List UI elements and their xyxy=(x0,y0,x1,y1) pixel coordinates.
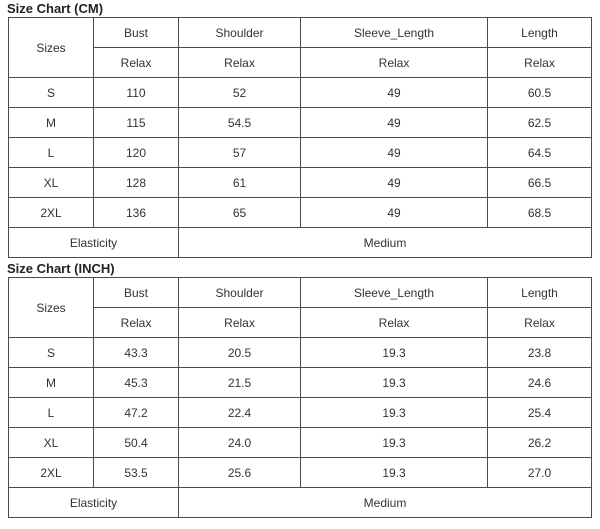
value-cell: 49 xyxy=(301,138,488,168)
elasticity-value: Medium xyxy=(179,228,592,258)
elasticity-row xyxy=(9,488,592,518)
value-cell: 49 xyxy=(301,78,488,108)
fit-cell: Relax xyxy=(179,308,301,338)
value-cell: 49 xyxy=(301,168,488,198)
elasticity-value: Medium xyxy=(179,488,592,518)
size-cell: L xyxy=(9,138,94,168)
value-cell: 65 xyxy=(179,198,301,228)
size-cell: S xyxy=(9,78,94,108)
value-cell: 61 xyxy=(179,168,301,198)
elasticity-label: Elasticity xyxy=(9,228,179,258)
value-cell: 50.4 xyxy=(94,428,179,458)
value-cell: 19.3 xyxy=(301,398,488,428)
value-cell: 21.5 xyxy=(179,368,301,398)
value-cell: 53.5 xyxy=(94,458,179,488)
col-header-shoulder: Shoulder xyxy=(179,278,301,308)
value-cell: 128 xyxy=(94,168,179,198)
table-row xyxy=(9,78,592,108)
col-header-shoulder: Shoulder xyxy=(179,18,301,48)
value-cell: 24.0 xyxy=(179,428,301,458)
fit-cell: Relax xyxy=(488,308,592,338)
header-row xyxy=(9,18,592,48)
header-row xyxy=(9,278,592,308)
value-cell: 24.6 xyxy=(488,368,592,398)
fit-cell: Relax xyxy=(94,48,179,78)
value-cell: 120 xyxy=(94,138,179,168)
value-cell: 19.3 xyxy=(301,458,488,488)
table-row xyxy=(9,368,592,398)
table-row xyxy=(9,108,592,138)
value-cell: 22.4 xyxy=(179,398,301,428)
fit-cell: Relax xyxy=(301,308,488,338)
size-cell: S xyxy=(9,338,94,368)
size-chart-cm-table xyxy=(8,17,592,258)
value-cell: 136 xyxy=(94,198,179,228)
fit-row xyxy=(9,48,592,78)
size-chart-inch-table xyxy=(8,277,592,518)
value-cell: 110 xyxy=(94,78,179,108)
table-row xyxy=(9,428,592,458)
value-cell: 27.0 xyxy=(488,458,592,488)
fit-cell: Relax xyxy=(488,48,592,78)
value-cell: 19.3 xyxy=(301,368,488,398)
table-row xyxy=(9,138,592,168)
fit-cell: Relax xyxy=(301,48,488,78)
table-row xyxy=(9,338,592,368)
value-cell: 25.4 xyxy=(488,398,592,428)
size-cell: 2XL xyxy=(9,458,94,488)
col-header-length: Length xyxy=(488,278,592,308)
value-cell: 20.5 xyxy=(179,338,301,368)
col-header-sleeve-length: Sleeve_Length xyxy=(301,18,488,48)
value-cell: 47.2 xyxy=(94,398,179,428)
size-cell: 2XL xyxy=(9,198,94,228)
value-cell: 26.2 xyxy=(488,428,592,458)
size-cell: L xyxy=(9,398,94,428)
table-row xyxy=(9,168,592,198)
value-cell: 45.3 xyxy=(94,368,179,398)
value-cell: 62.5 xyxy=(488,108,592,138)
fit-cell: Relax xyxy=(179,48,301,78)
value-cell: 64.5 xyxy=(488,138,592,168)
size-chart-cm-title: Size Chart (CM) xyxy=(7,1,104,16)
col-header-sleeve-length: Sleeve_Length xyxy=(301,278,488,308)
sizes-header: Sizes xyxy=(9,278,94,338)
col-header-bust: Bust xyxy=(94,278,179,308)
fit-row xyxy=(9,308,592,338)
elasticity-label: Elasticity xyxy=(9,488,179,518)
fit-cell: Relax xyxy=(94,308,179,338)
value-cell: 57 xyxy=(179,138,301,168)
value-cell: 115 xyxy=(94,108,179,138)
elasticity-row xyxy=(9,228,592,258)
value-cell: 49 xyxy=(301,198,488,228)
value-cell: 66.5 xyxy=(488,168,592,198)
value-cell: 68.5 xyxy=(488,198,592,228)
table-row xyxy=(9,458,592,488)
table-row xyxy=(9,398,592,428)
value-cell: 19.3 xyxy=(301,428,488,458)
col-header-bust: Bust xyxy=(94,18,179,48)
sizes-header: Sizes xyxy=(9,18,94,78)
value-cell: 19.3 xyxy=(301,338,488,368)
value-cell: 60.5 xyxy=(488,78,592,108)
value-cell: 43.3 xyxy=(94,338,179,368)
value-cell: 54.5 xyxy=(179,108,301,138)
size-cell: XL xyxy=(9,168,94,198)
value-cell: 23.8 xyxy=(488,338,592,368)
col-header-length: Length xyxy=(488,18,592,48)
size-cell: M xyxy=(9,368,94,398)
value-cell: 52 xyxy=(179,78,301,108)
size-chart-inch-title: Size Chart (INCH) xyxy=(7,261,115,276)
size-cell: XL xyxy=(9,428,94,458)
size-cell: M xyxy=(9,108,94,138)
value-cell: 25.6 xyxy=(179,458,301,488)
value-cell: 49 xyxy=(301,108,488,138)
table-row xyxy=(9,198,592,228)
